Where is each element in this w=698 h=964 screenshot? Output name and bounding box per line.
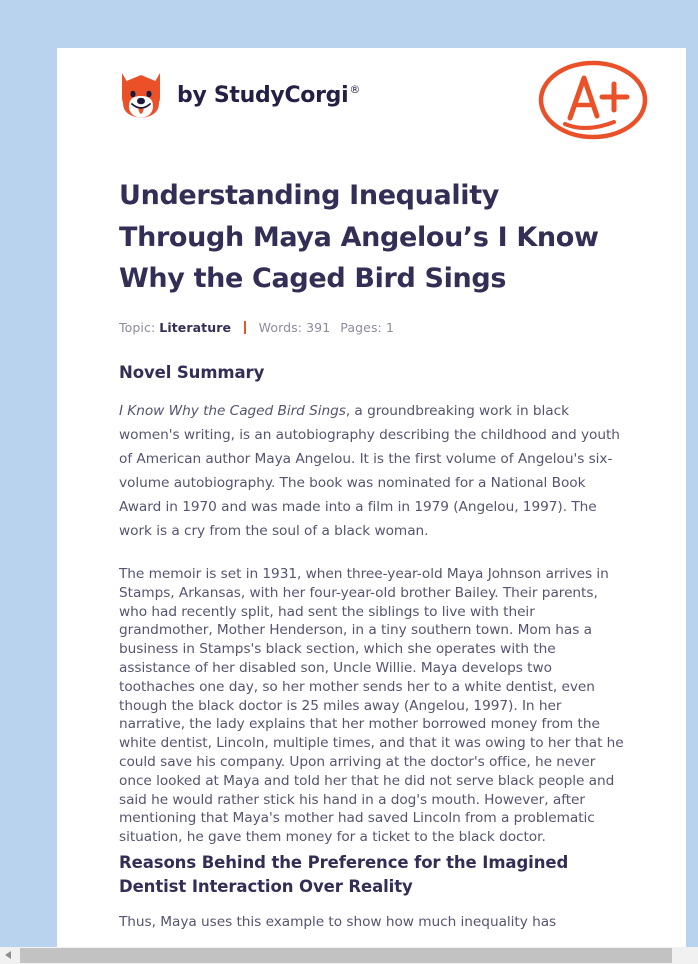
paragraph-text: , a groundbreaking work in black women's writing, is an autobiography describing the childhood and youth of American author Maya Angelou. It is the first volume of Angelou's six-volume autobiography. The book was nominated for a National Book Award in 1970 and was made into a film in 1979 (Angelou, 1997). The work is a cry from the soul of a black woman. [119, 402, 620, 539]
meta-separator-icon [244, 321, 246, 334]
corgi-face-icon [119, 70, 163, 120]
scrollbar-left-button[interactable] [0, 947, 17, 964]
brand-wordmark [177, 83, 360, 108]
meta-topic-value[interactable]: Literature [159, 319, 232, 335]
book-title-italic: I Know Why the Caged Bird Sings [119, 402, 346, 419]
article-meta [119, 320, 630, 335]
section-heading-reasons: Reasons Behind the Preference for the Imagined Dentist Interaction Over Reality [119, 853, 569, 897]
brand-name: by StudyCorgi [177, 82, 349, 108]
studycorgi-brand[interactable] [119, 70, 360, 120]
section-heading-novel-summary: Novel Summary [119, 362, 265, 382]
registered-mark-icon: ® [349, 83, 361, 97]
document-page [57, 48, 686, 956]
horizontal-scrollbar[interactable] [0, 947, 698, 964]
meta-words: Words: 391 [258, 319, 331, 335]
scrollbar-thumb[interactable] [20, 948, 672, 963]
page-title: Understanding Inequality Through Maya Angelou’s I Know Why the Caged Bird Sings [119, 180, 599, 294]
paragraph-memoir-setting: The memoir is set in 1931, when three-year-old Maya Johnson arrives in Stamps, Arkansas, with her four-year-old brother Bailey. Their parents, who had recently split, had sent the siblings to live with their grandmother, Mother Henderson, in a tiny southern town. Mom has a business in Stamps's black section, which she operates with the assistance of her disabled son, Uncle Willie. Maya develops two toothaches one day, so her mother sends her to a white dentist, even though the black doctor is 25 miles away (Angelou, 1997). In her narrative, the lady explains that her mother borrowed money from the white dentist, Lincoln, multiple times, and that it was owing to her that he could save his company. Upon arriving at the doctor's office, he never once looked at Maya and told her that he did not serve black people and said he would rather stick his hand in a dog's mouth. However, after mentioning that Maya's mother had saved Lincoln from a problematic situation, he gave them money for a ticket to the black doctor. [119, 566, 624, 846]
a-plus-circled-icon [534, 56, 652, 144]
scrollbar-track[interactable] [17, 947, 698, 964]
meta-pages: Pages: 1 [340, 319, 394, 335]
meta-topic-label: Topic: [119, 319, 156, 335]
article-body [119, 175, 630, 932]
paragraph-reasons: Thus, Maya uses this example to show how much inequality has [119, 913, 557, 930]
document-header [57, 48, 686, 158]
chevron-left-icon [5, 951, 11, 959]
paragraph-novel-summary [119, 399, 630, 544]
